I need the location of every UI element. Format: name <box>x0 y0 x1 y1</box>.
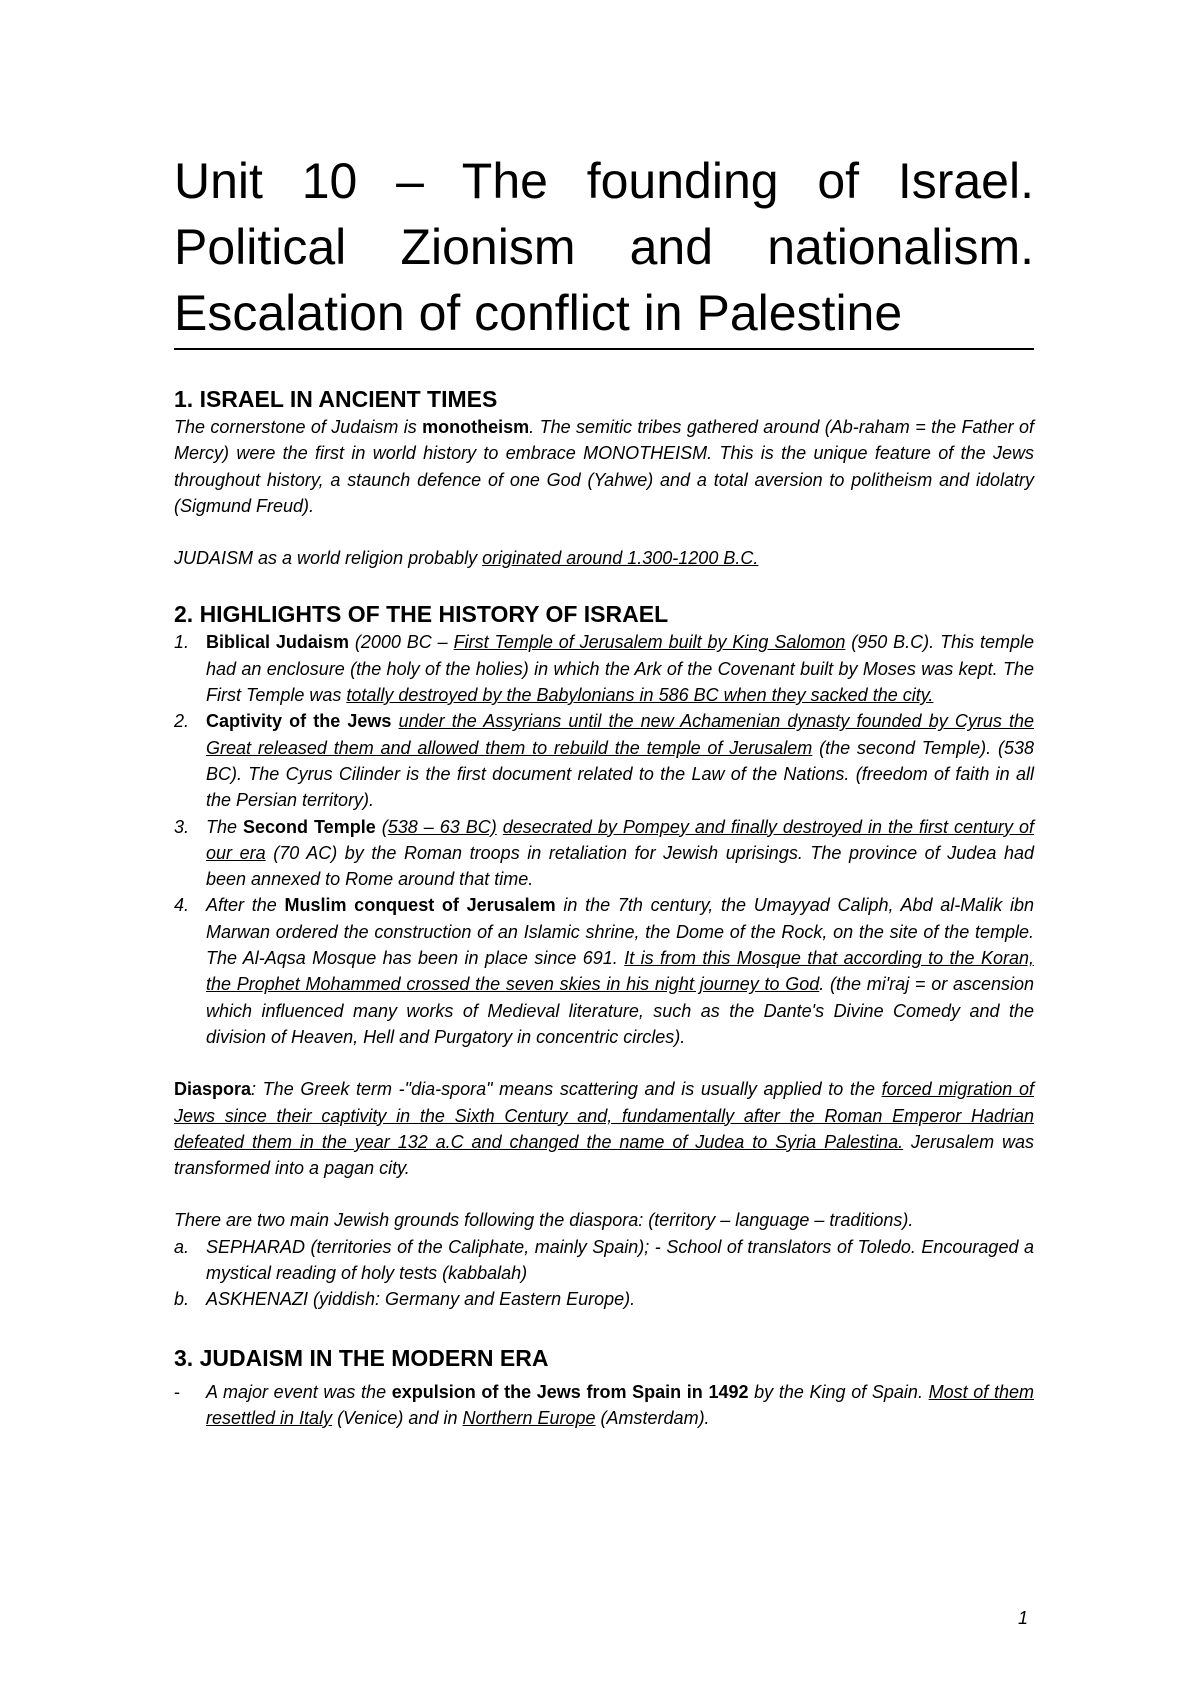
list-item: - A major event was the expulsion of the Jews from Spain in 1492 by the King of Spain. Most of them resettled in Italy (Venice) and in Northern Europe (Amsterdam). <box>174 1379 1034 1432</box>
list-item: 2. Captivity of the Jews under the Assyrians until the new Achamenian dynasty founded by Cyrus the Great released them and allowed them to rebuild the temple of Jerusalem (the second Temple). (538 BC). The Cyrus Cilinder is the first document related to the Law of the Nations. (freedom of faith in all the Persian territory). <box>174 708 1034 813</box>
modern-era-list <box>174 1379 1034 1432</box>
list-marker: a. <box>174 1236 190 1257</box>
paragraph-judaism-origin: JUDAISM as a world religion probably originated around 1.300-1200 B.C. <box>174 548 759 569</box>
page-content <box>174 148 1034 1431</box>
list-item: 1. Biblical Judaism (2000 BC – First Temple of Jerusalem built by King Salomon (950 B.C). This temple had an enclosure (the holy of the holies) in which the Ark of the Covenant built by Moses was kept. The First Temple was totally destroyed by the Babylonians in 586 BC when they sacked the city. <box>174 629 1034 708</box>
list-item: 4. After the Muslim conquest of Jerusalem in the 7th century, the Umayyad Caliph, Abd al-Malik ibn Marwan ordered the construction of an Islamic shrine, the Dome of the Rock, on the site of the temple. The Al-Aqsa Mosque has been in place since 691. It is from this Mosque that according to the Koran, the Prophet Mohammed crossed the seven skies in his night journey to God. (the mi'raj = or ascension which influenced many works of Medieval literature, such as the Dante's Divine Comedy and the division of Heaven, Hell and Purgatory in concentric circles). <box>174 892 1034 1050</box>
list-marker: b. <box>174 1289 190 1310</box>
grounds-list <box>174 1234 1034 1313</box>
list-marker: 4. <box>174 895 190 916</box>
list-marker: 1. <box>174 632 190 653</box>
history-list <box>174 629 1034 1050</box>
section-heading-1: 1. ISRAEL IN ANCIENT TIMES <box>174 386 498 412</box>
list-marker: 2. <box>174 711 190 732</box>
list-item: b. ASKHENAZI (yiddish: Germany and Eastern Europe). <box>174 1286 1034 1312</box>
paragraph-grounds: There are two main Jewish grounds following the diaspora: (territory – language – traditions). <box>174 1210 914 1231</box>
list-marker: - <box>174 1381 180 1402</box>
list-item: a. SEPHARAD (territories of the Caliphate, mainly Spain); - School of translators of Toledo. Encouraged a mystical reading of holy tests (kabbalah) <box>174 1234 1034 1287</box>
page-number: 1 <box>1018 1608 1029 1628</box>
list-marker: 3. <box>174 816 190 837</box>
paragraph-monotheism: The cornerstone of Judaism is monotheism. The semitic tribes gathered around (Ab-raham = the Father of Mercy) were the first in world history to embrace MONOTHEISM. This is the unique feature of the Jews throughout history, a staunch defence of one God (Yahwe) and a total aversion to politheism and idolatry (Sigmund Freud). <box>174 417 1034 516</box>
paragraph-diaspora: Diaspora: The Greek term -"dia-spora" means scattering and is usually applied to the forced migration of Jews since their captivity in the Sixth Century and, fundamentally after the Roman Emperor Hadrian defeated them in the year 132 a.C and changed the name of Judea to Syria Palestina. Jerusalem was transformed into a pagan city. <box>174 1079 1034 1179</box>
section-heading-2: 2. HIGHLIGHTS OF THE HISTORY OF ISRAEL <box>174 601 669 628</box>
list-item: 3. The Second Temple (538 – 63 BC) desecrated by Pompey and finally destroyed in the first century of our era (70 AC) by the Roman troops in retaliation for Jewish uprisings. The province of Judea had been annexed to Rome around that time. <box>174 814 1034 893</box>
page-title: Unit 10 – The founding of Israel. Political Zionism and nationalism. Escalation of conflict in Palestine <box>174 148 1034 350</box>
section-heading-3: 3. JUDAISM IN THE MODERN ERA <box>174 1344 549 1371</box>
